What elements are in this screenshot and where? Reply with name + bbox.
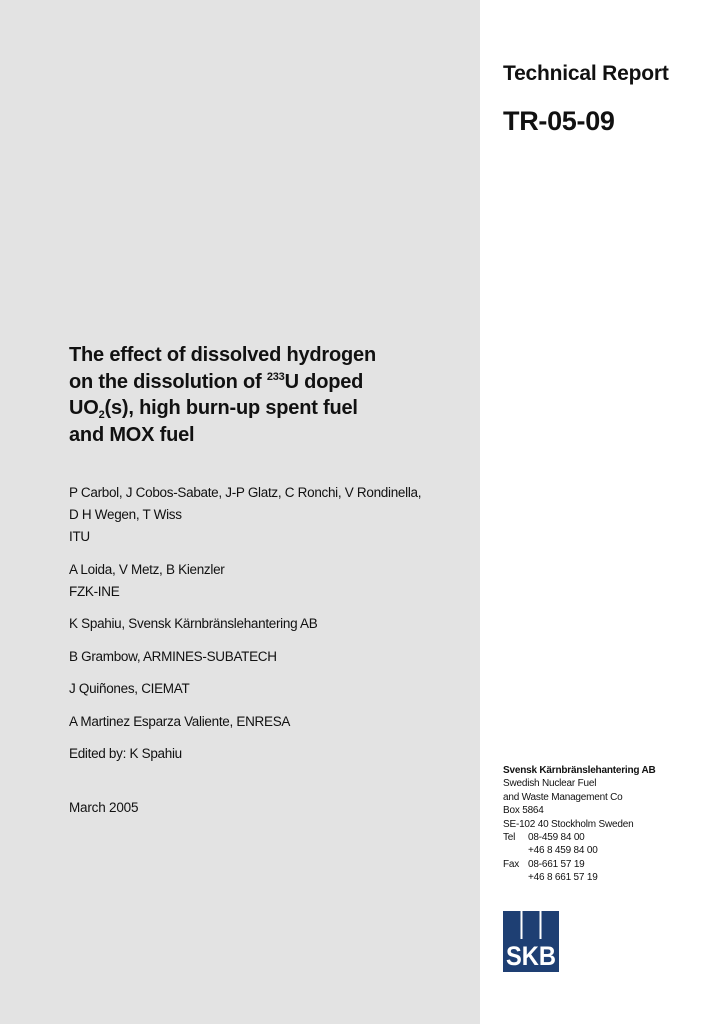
report-number: TR-05-09 bbox=[503, 106, 615, 136]
fax-row bbox=[503, 858, 718, 871]
title-line-2 bbox=[69, 369, 469, 396]
telephone-row bbox=[503, 831, 718, 844]
logo-text: SKB bbox=[506, 941, 556, 971]
fax-number: 08-661 57 19 bbox=[528, 858, 585, 870]
publisher-box: Box 5864 bbox=[503, 805, 544, 817]
author-line: A Martinez Esparza Valiente, ENRESA bbox=[69, 713, 291, 729]
affiliation: FZK-INE bbox=[69, 583, 120, 599]
title-line-3 bbox=[69, 395, 469, 422]
logo-stripe bbox=[540, 911, 542, 939]
author-group-subatech bbox=[69, 646, 474, 668]
author-group-itu bbox=[69, 482, 474, 548]
fax-number-intl: +46 8 661 57 19 bbox=[528, 872, 598, 884]
title-text: on the dissolution of bbox=[69, 370, 267, 393]
publisher-name: Svensk Kärnbränslehantering AB bbox=[503, 765, 656, 776]
title-line-1: The effect of dissolved hydrogen bbox=[69, 344, 376, 366]
telephone-row-intl bbox=[503, 844, 718, 857]
tel-label: Tel bbox=[503, 832, 516, 844]
author-group-fzk bbox=[69, 559, 474, 603]
publisher-block bbox=[503, 764, 718, 885]
editor-line bbox=[69, 743, 474, 765]
author-line: B Grambow, ARMINES-SUBATECH bbox=[69, 648, 277, 664]
tel-number: 08-459 84 00 bbox=[528, 832, 585, 844]
report-type: Technical Report bbox=[503, 62, 669, 85]
affiliation: ITU bbox=[69, 529, 90, 544]
author-group-enresa bbox=[69, 711, 474, 733]
report-title bbox=[69, 342, 469, 448]
author-line: J Quiñones, CIEMAT bbox=[69, 681, 190, 696]
author-list bbox=[69, 482, 474, 776]
title-text: U doped bbox=[284, 370, 364, 393]
author-line: D H Wegen, T Wiss bbox=[69, 507, 182, 522]
publisher-line: Swedish Nuclear Fuel bbox=[503, 778, 597, 790]
title-text: UO bbox=[69, 397, 99, 419]
author-group-skb bbox=[69, 613, 474, 635]
fax-label: Fax bbox=[503, 858, 520, 870]
author-line: A Loida, V Metz, B Kienzler bbox=[69, 561, 225, 577]
publisher-line: and Waste Management Co bbox=[503, 791, 623, 803]
skb-logo-icon bbox=[503, 911, 559, 972]
author-line: P Carbol, J Cobos-Sabate, J-P Glatz, C Ronchi, V Rondinella, bbox=[69, 485, 422, 500]
spacer bbox=[503, 871, 528, 884]
publisher-address: SE-102 40 Stockholm Sweden bbox=[503, 818, 634, 830]
spacer bbox=[503, 844, 528, 857]
author-line: K Spahiu, Svensk Kärnbränslehantering AB bbox=[69, 616, 318, 631]
editor: Edited by: K Spahiu bbox=[69, 746, 182, 761]
isotope-superscript: 233 bbox=[266, 370, 285, 383]
author-group-ciemat bbox=[69, 678, 474, 700]
fax-row-intl bbox=[503, 871, 718, 884]
formula-subscript: 2 bbox=[98, 409, 105, 421]
logo-stripe bbox=[521, 911, 523, 939]
tel-number-intl: +46 8 459 84 00 bbox=[528, 845, 598, 857]
publication-date: March 2005 bbox=[69, 800, 139, 815]
title-text: (s), high burn-up spent fuel bbox=[104, 397, 358, 419]
title-line-4: and MOX fuel bbox=[69, 423, 195, 446]
